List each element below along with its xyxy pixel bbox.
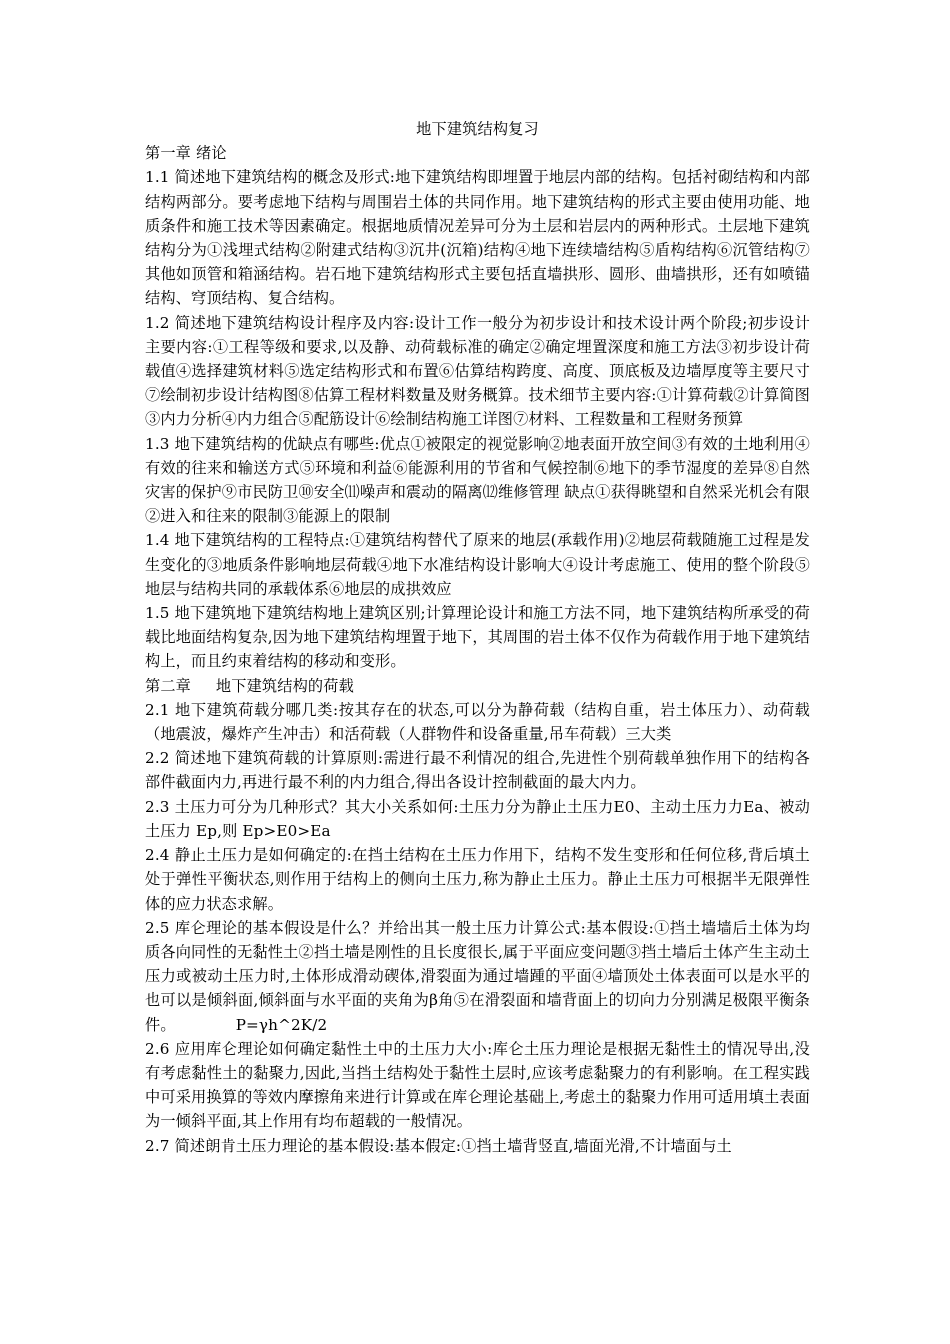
- section-2-5: [145, 916, 810, 1037]
- section-2-6: 2.6 应用库仑理论如何确定黏性土中的土压力大小:库仑土压力理论是根据无黏性土的情况导出,没有考虑黏性土的黏聚力,因此,当挡土结构处于黏性土层时,应该考虑黏聚力的有利影响。在工程实践中可采用换算的等效内摩擦角来进行计算或在库仑理论基础上,考虑土的黏聚力作用可适用填土表面为一倾斜平面,其上作用有均布超载的一般情况。: [145, 1039, 810, 1131]
- section-1-2: 1.2 简述地下建筑结构设计程序及内容:设计工作一般分为初步设计和技术设计两个阶段;初步设计主要内容:①工程等级和要求,以及静、动荷载标准的确定②确定埋置深度和施工方法③初步设计荷载值④选择建筑材料⑤选定结构形式和布置⑥估算结构跨度、高度、顶底板及边墙厚度等主要尺寸⑦绘制初步设计结构图⑧估算工程材料数量及财务概算。技术细节主要内容:①计算荷载②计算简图③内力分析④内力组合⑤配筋设计⑥绘制结构施工详图⑦材料、工程数量和工程财务预算: [145, 313, 810, 429]
- section-2-2: 2.2 简述地下建筑荷载的计算原则:需进行最不利情况的组合,先进性个别荷载单独作用下的结构各部件截面内力,再进行最不利的内力组合,得出各设计控制截面的最大内力。: [145, 749, 810, 792]
- chapter-2-heading: 第二章 地下建筑结构的荷载: [145, 676, 354, 695]
- coulomb-formula: P=γh^2K/2: [235, 1015, 328, 1034]
- document-page: [145, 117, 810, 1158]
- section-2-5-text: 2.5 库仑理论的基本假设是什么？并给出其一般土压力计算公式:基本假设:①挡土墙墙后土体为均质各向同性的无黏性土②挡土墙是刚性的且长度很长,属于平面应变问题③挡土墙后土体产生主动土压力或被动土压力时,土体形成滑动碶体,滑裂面为通过墙踵的平面④墙顶处土体表面可以是水平的也可以是倾斜面,倾斜面与水平面的夹角为β角⑤在滑裂面和墙背面上的切向力分别满足极限平衡条件。: [145, 918, 810, 1034]
- chapter-1-heading: 第一章 绪论: [145, 144, 227, 163]
- section-2-3: 2.3 土压力可分为几种形式？其大小关系如何:土压力分为静止土压力E0、主动土压力力Ea、被动土压力 Ep,则 Ep>E0>Ea: [145, 797, 810, 840]
- section-2-4: 2.4 静止土压力是如何确定的:在挡土结构在土压力作用下，结构不发生变形和任何位移,背后填土处于弹性平衡状态,则作用于结构上的侧向土压力,称为静止土压力。静止土压力可根据半无限弹性体的应力状态求解。: [145, 846, 810, 913]
- section-1-1: 1.1 简述地下建筑结构的概念及形式:地下建筑结构即埋置于地层内部的结构。包括衬砌结构和内部结构两部分。要考虑地下结构与周围岩土体的共同作用。地下建筑结构的形式主要由使用功能、地质条件和施工技术等因素确定。根据地质情况差异可分为土层和岩层内的两种形式。土层地下建筑结构分为①浅埋式结构②附建式结构③沉井(沉箱)结构④地下连续墙结构⑤盾构结构⑥沉管结构⑦其他如顶管和箱涵结构。岩石地下建筑结构形式主要包括直墙拱形、圆形、曲墙拱形，还有如喷锚结构、穹顶结构、复合结构。: [145, 168, 810, 308]
- document-title: 地下建筑结构复习: [416, 120, 539, 138]
- section-2-1: 2.1 地下建筑荷载分哪几类:按其存在的状态,可以分为静荷载（结构自重，岩土体压力）、动荷载（地震波，爆炸产生冲击）和活荷载（人群物件和设备重量,吊车荷载）三大类: [145, 700, 810, 744]
- section-1-5: 1.5 地下建筑地下建筑结构地上建筑区别;计算理论设计和施工方法不同，地下建筑结构所承受的荷载比地面结构复杂,因为地下建筑结构埋置于地下，其周围的岩土体不仅作为荷载作用于地下建筑结构上，而且约束着结构的移动和变形。: [145, 604, 810, 671]
- section-1-4: 1.4 地下建筑结构的工程特点:①建筑结构替代了原来的地层(承载作用)②地层荷载随施工过程是发生变化的③地质条件影响地层荷载④地下水准结构设计影响大④设计考虑施工、使用的整个阶段⑤地层与结构共同的承载体系⑥地层的成拱效应: [145, 531, 810, 598]
- section-1-3: 1.3 地下建筑结构的优缺点有哪些:优点①被限定的视觉影响②地表面开放空间③有效的土地利用④有效的往来和输送方式⑤环境和利益⑥能源利用的节省和气候控制⑥地下的季节湿度的差异⑧自然灾害的保护⑨市民防卫⑩安全⑾噪声和震动的隔离⑿维修管理 缺点①获得眺望和自然采光机会有限②进入和往来的限制③能源上的限制: [145, 434, 810, 526]
- section-2-7: 2.7 简述朗肯土压力理论的基本假设:基本假定:①挡土墙背竖直,墙面光滑,不计墙面与土: [145, 1136, 732, 1155]
